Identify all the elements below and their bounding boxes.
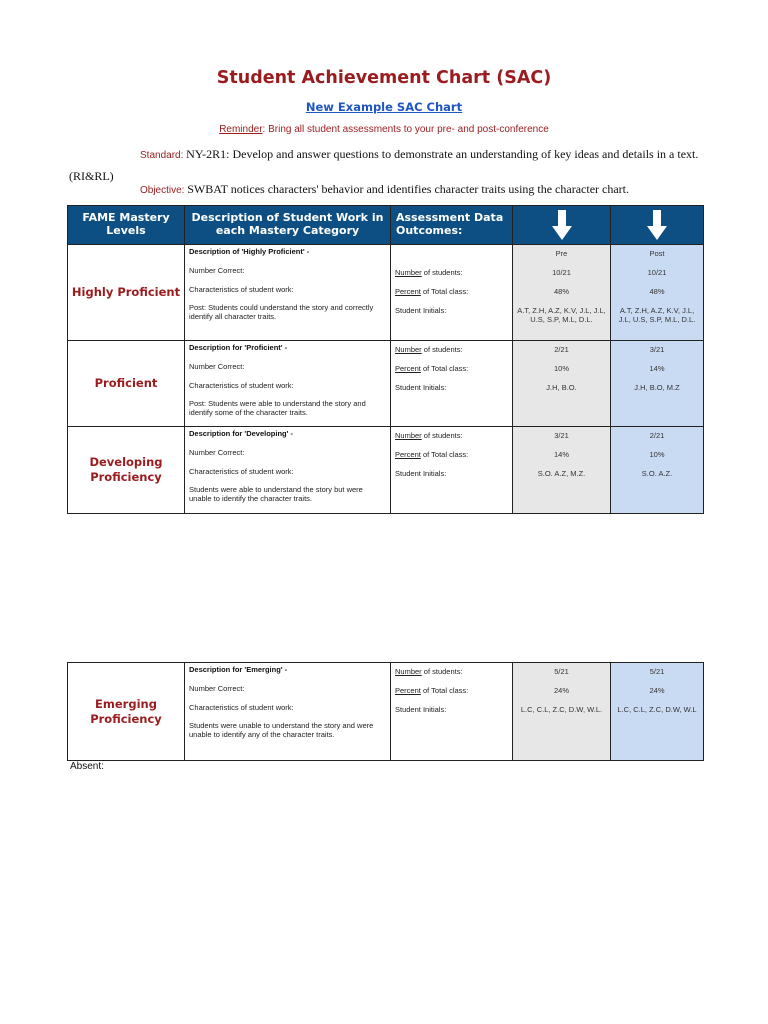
down-arrow-icon bbox=[552, 209, 572, 241]
characteristics-label: Characteristics of student work: bbox=[189, 381, 294, 390]
pre-initials: S.O. A.Z, M.Z. bbox=[537, 469, 586, 478]
pre-values-cell bbox=[513, 663, 611, 761]
header-description: Description of Student Work in each Mastery Category bbox=[185, 206, 391, 245]
pre-initials: L.C, C.L, Z.C, D.W, W.L. bbox=[520, 705, 603, 714]
percent-of-class-label: Percent of Total class: bbox=[395, 686, 469, 695]
example-chart-link[interactable]: New Example SAC Chart bbox=[305, 100, 463, 114]
assessment-labels-cell bbox=[391, 341, 513, 427]
description-narrative: Post: Students could understand the story and correctly identify all character traits. bbox=[189, 303, 374, 321]
number-of-students-label: Number of students: bbox=[395, 667, 463, 676]
page-title: Student Achievement Chart (SAC) bbox=[216, 68, 552, 88]
post-number: 5/21 bbox=[649, 667, 665, 676]
standard-label: Standard: bbox=[140, 150, 184, 161]
characteristics-label: Characteristics of student work: bbox=[189, 703, 294, 712]
post-values-cell bbox=[611, 427, 704, 514]
percent-of-class-label: Percent of Total class: bbox=[395, 287, 469, 296]
student-initials-label: Student Initials: bbox=[395, 469, 447, 478]
percent-of-class-label: Percent of Total class: bbox=[395, 450, 469, 459]
pre-values-cell bbox=[513, 427, 611, 514]
table-row bbox=[68, 245, 704, 341]
post-initials: A.T, Z.H, A.Z, K.V, J.L, J.L, U.S, S.P, M.L, D.L. bbox=[618, 306, 696, 324]
description-title: Description for 'Proficient' - bbox=[189, 343, 288, 352]
mastery-level-label: Highly Proficient bbox=[68, 245, 185, 341]
description-narrative: Students were able to understand the story but were unable to identify the character traits. bbox=[189, 485, 363, 503]
reminder-line bbox=[0, 124, 768, 135]
sac-table-continued bbox=[67, 662, 704, 761]
pre-percent: 24% bbox=[553, 686, 569, 695]
standard-text: NY-2R1: Develop and answer questions to demonstrate an understanding of key ideas and details in a text. bbox=[186, 147, 699, 161]
post-values-cell bbox=[611, 663, 704, 761]
student-initials-label: Student Initials: bbox=[395, 306, 447, 315]
table-header-row bbox=[68, 206, 704, 245]
student-initials-label: Student Initials: bbox=[395, 383, 447, 392]
standard-tail: (RI&RL) bbox=[69, 169, 114, 183]
number-correct-label: Number Correct: bbox=[189, 362, 245, 371]
pre-number: 2/21 bbox=[554, 345, 569, 354]
mastery-level-label: Emerging Proficiency bbox=[68, 663, 185, 761]
pre-values-cell bbox=[513, 245, 611, 341]
pre-number: 3/21 bbox=[554, 431, 569, 440]
table-row bbox=[68, 427, 704, 514]
post-label: Post bbox=[649, 249, 665, 258]
description-cell bbox=[185, 341, 391, 427]
pre-initials: J.H, B.O. bbox=[546, 383, 577, 392]
assessment-labels-cell bbox=[391, 663, 513, 761]
table-row bbox=[68, 663, 704, 761]
characteristics-label: Characteristics of student work: bbox=[189, 285, 294, 294]
absent-label: Absent: bbox=[70, 761, 104, 772]
pre-percent: 14% bbox=[553, 450, 569, 459]
number-of-students-label: Number of students: bbox=[395, 431, 463, 440]
table-row bbox=[68, 341, 704, 427]
characteristics-label: Characteristics of student work: bbox=[189, 467, 294, 476]
description-narrative: Students were unable to understand the story and were unable to identify any of the character traits. bbox=[189, 721, 374, 739]
pre-number: 5/21 bbox=[554, 667, 569, 676]
reminder-label: Reminder bbox=[219, 124, 263, 135]
assessment-labels-cell bbox=[391, 427, 513, 514]
post-initials: S.O. A.Z. bbox=[641, 469, 673, 478]
objective-text: SWBAT notices characters' behavior and identifies character traits using the character chart. bbox=[187, 182, 629, 196]
description-title: Description of 'Highly Proficient' - bbox=[189, 247, 310, 256]
down-arrow-icon bbox=[647, 209, 667, 241]
post-initials: L.C, C.L, Z.C, D.W, W.L bbox=[617, 705, 697, 714]
number-correct-label: Number Correct: bbox=[189, 266, 245, 275]
header-mastery-levels: FAME Mastery Levels bbox=[68, 206, 185, 245]
post-percent: 10% bbox=[649, 450, 665, 459]
description-title: Description for 'Emerging' - bbox=[189, 665, 288, 674]
post-number: 3/21 bbox=[649, 345, 665, 354]
post-values-cell bbox=[611, 341, 704, 427]
post-values-cell bbox=[611, 245, 704, 341]
pre-initials: A.T, Z.H, A.Z, K.V, J.L, J.L, U.S, S.P, M.L, D.L. bbox=[517, 306, 606, 324]
description-cell bbox=[185, 245, 391, 341]
objective-label: Objective: bbox=[140, 185, 185, 196]
post-percent: 24% bbox=[649, 686, 665, 695]
header-assessment-data: Assessment Data Outcomes: bbox=[391, 206, 513, 245]
header-pre-arrow bbox=[513, 206, 611, 245]
pre-percent: 48% bbox=[553, 287, 569, 296]
post-percent: 48% bbox=[649, 287, 665, 296]
sac-table bbox=[67, 205, 704, 514]
number-correct-label: Number Correct: bbox=[189, 448, 245, 457]
description-cell bbox=[185, 663, 391, 761]
pre-values-cell bbox=[513, 341, 611, 427]
post-percent: 14% bbox=[649, 364, 665, 373]
reminder-text: : Bring all student assessments to your pre- and post-conference bbox=[262, 124, 549, 135]
pre-percent: 10% bbox=[553, 364, 569, 373]
description-cell bbox=[185, 427, 391, 514]
pre-label: Pre bbox=[555, 249, 568, 258]
standard-line bbox=[140, 147, 698, 162]
post-initials: J.H, B.O, M.Z bbox=[634, 383, 680, 392]
description-title: Description for 'Developing' - bbox=[189, 429, 293, 438]
header-post-arrow bbox=[611, 206, 704, 245]
pre-number: 10/21 bbox=[552, 268, 571, 277]
objective-line bbox=[140, 182, 629, 197]
post-number: 2/21 bbox=[649, 431, 665, 440]
assessment-labels-cell bbox=[391, 245, 513, 341]
description-narrative: Post: Students were able to understand the story and identify some of the character traits. bbox=[189, 399, 366, 417]
number-correct-label: Number Correct: bbox=[189, 684, 245, 693]
number-of-students-label: Number of students: bbox=[395, 345, 463, 354]
mastery-level-label: Developing Proficiency bbox=[68, 427, 185, 514]
number-of-students-label: Number of students: bbox=[395, 268, 463, 277]
post-number: 10/21 bbox=[647, 268, 667, 277]
student-initials-label: Student Initials: bbox=[395, 705, 447, 714]
mastery-level-label: Proficient bbox=[68, 341, 185, 427]
percent-of-class-label: Percent of Total class: bbox=[395, 364, 469, 373]
